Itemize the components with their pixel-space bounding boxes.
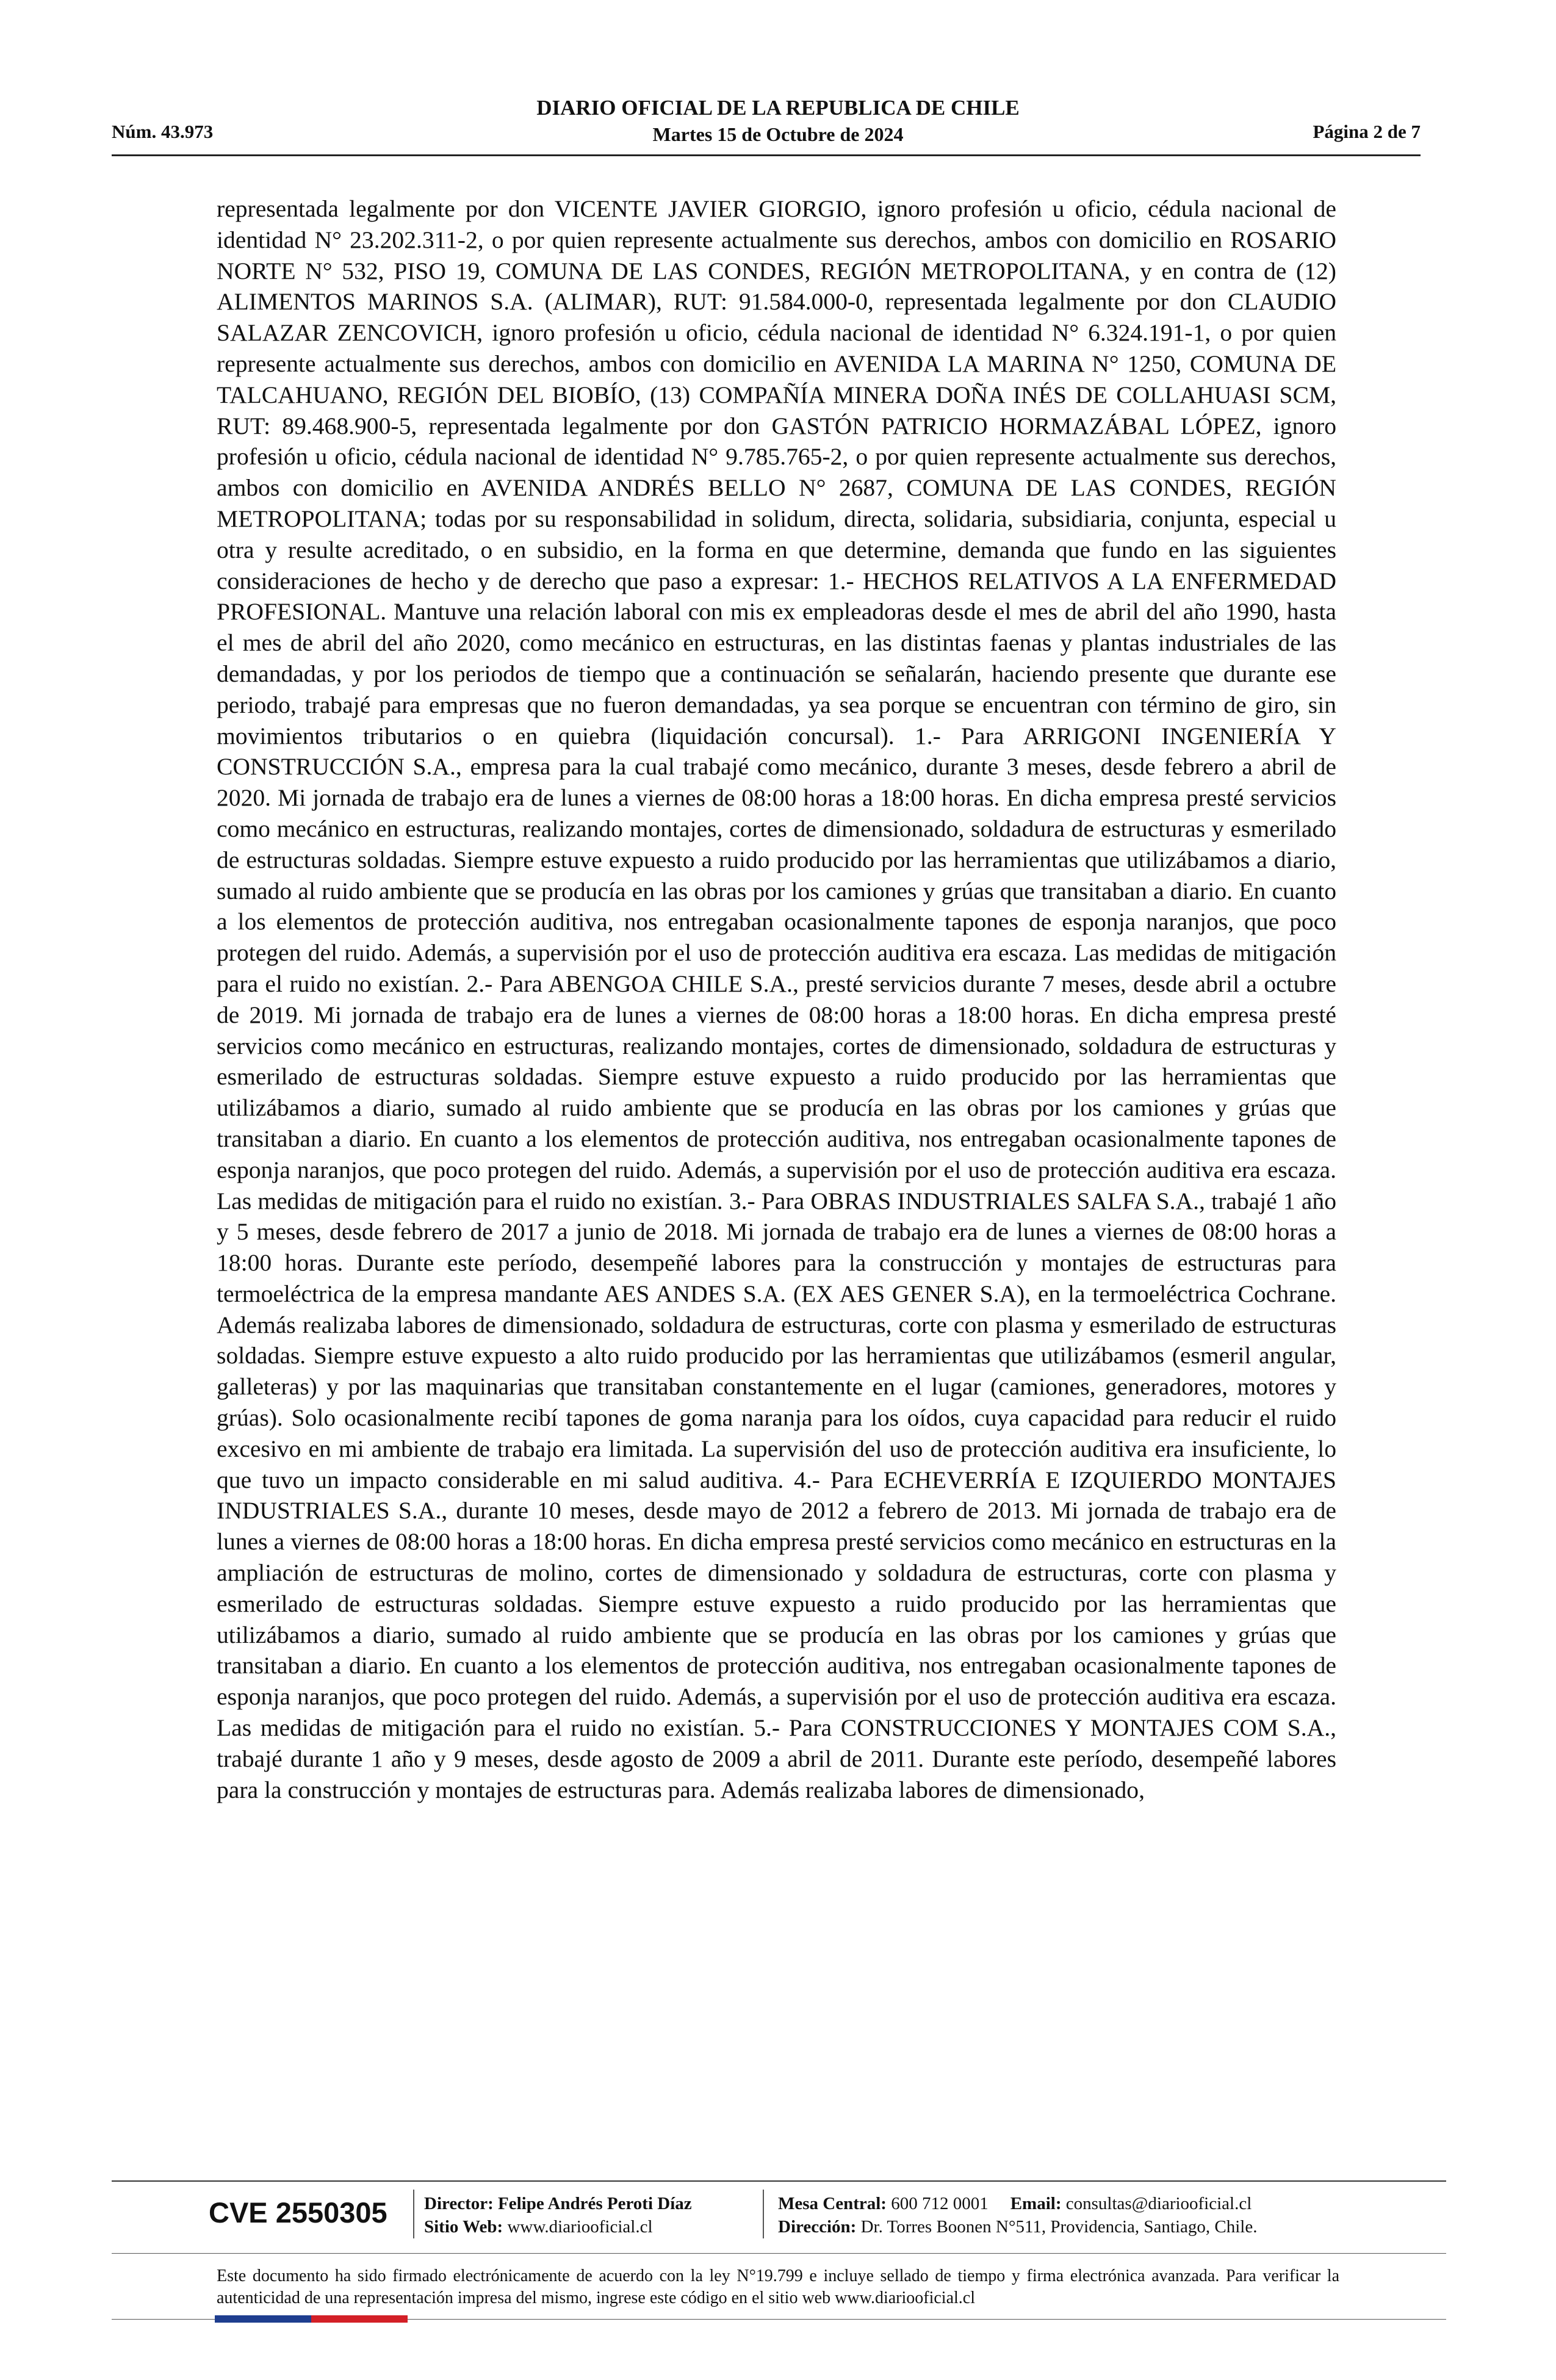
flag-blue-segment [215,2315,311,2323]
phone-label: Mesa Central: [778,2194,887,2213]
flag-red-segment [311,2315,408,2323]
masthead [366,95,1190,147]
footer-director-block [424,2192,692,2238]
email-link[interactable]: consultas@diariooficial.cl [1065,2194,1252,2213]
footer-contact-block [778,2192,1257,2238]
newspaper-title: DIARIO OFICIAL DE LA REPUBLICA DE CHILE [536,96,1020,120]
website-label: Sitio Web: [424,2217,503,2237]
flag-stripe [215,2315,408,2323]
publication-date: Martes 15 de Octubre de 2024 [652,123,904,145]
body-text: representada legalmente por don VICENTE JAVIER GIORGIO, ignoro profesión u oficio, cédula nacional de identidad N° 23.202.311-2, o por quien represente actualmente sus derechos, ambos con domicilio en ROSARIO NORTE N° 532, PISO 19, COMUNA DE LAS CONDES, REGIÓN METROPOLITANA, y en contra de (12) ALIMENTOS MARINOS S.A. (ALIMAR), RUT: 91.584.000-0, representada legalmente por don CLAUDIO SALAZAR ZENCOVICH, ignoro profesión u oficio, cédula nacional de identidad N° 6.324.191-1, o por quien represente actualmente sus derechos, ambos con domicilio en AVENIDA LA MARINA N° 1250, COMUNA DE TALCAHUANO, REGIÓN DEL BIOBÍO, (13) COMPAÑÍA MINERA DOÑA INÉS DE COLLAHUASI SCM, RUT: 89.468.900-5, representada legalmente por don GASTÓN PATRICIO HORMAZÁBAL LÓPEZ, ignoro profesión u oficio, cédula nacional de identidad N° 9.785.765-2, o por quien represente actualmente sus derechos, ambos con domicilio en AVENIDA ANDRÉS BELLO N° 2687, COMUNA DE LAS CONDES, REGIÓN METROPOLITANA; todas por su responsabilidad in solidum, directa, solidaria, subsidiaria, conjunta, especial u otra y resulte acreditado, o en subsidio, en la forma en que determine, demanda que fundo en las siguientes consideraciones de hecho y de derecho que paso a expresar: 1.- HECHOS RELATIVOS A LA ENFERMEDAD PROFESIONAL. Mantuve una relación laboral con mis ex empleadoras desde el mes de abril del año 1990, hasta el mes de abril del año 2020, como mecánico en estructuras, en las distintas faenas y plantas industriales de las demandadas, y por los periodos de tiempo que a continuación se señalarán, haciendo presente que durante ese periodo, trabajé para empresas que no fueron demandadas, ya sea porque se encuentran con término de giro, sin movimientos tributarios o en quiebra (liquidación concursal). 1.- Para ARRIGONI INGENIERÍA Y CONSTRUCCIÓN S.A., empresa para la cual trabajé como mecánico, durante 3 meses, desde febrero a abril de 2020. Mi jornada de trabajo era de lunes a viernes de 08:00 horas a 18:00 horas. En dicha empresa presté servicios como mecánico en estructuras, realizando montajes, cortes de dimensionado, soldadura de estructuras y esmerilado de estructuras soldadas. Siempre estuve expuesto a ruido producido por las herramientas que utilizábamos a diario, sumado al ruido ambiente que se producía en las obras por los camiones y grúas que transitaban a diario. En cuanto a los elementos de protección auditiva, nos entregaban ocasionalmente tapones de esponja naranjos, que poco protegen del ruido. Además, a supervisión por el uso de protección auditiva era escaza. Las medidas de mitigación para el ruido no existían. 2.- Para ABENGOA CHILE S.A., presté servicios durante 7 meses, desde abril a octubre de 2019. Mi jornada de trabajo era de lunes a viernes de 08:00 horas a 18:00 horas. En dicha empresa presté servicios como mecánico en estructuras, realizando montajes, cortes de dimensionado, soldadura de estructuras y esmerilado de estructuras soldadas. Siempre estuve expuesto a ruido producido por las herramientas que utilizábamos a diario, sumado al ruido ambiente que se producía en las obras por los camiones y grúas que transitaban a diario. En cuanto a los elementos de protección auditiva, nos entregaban ocasionalmente tapones de esponja naranjos, que poco protegen del ruido. Además, a supervisión por el uso de protección auditiva era escaza. Las medidas de mitigación para el ruido no existían. 3.- Para OBRAS INDUSTRIALES SALFA S.A., trabajé 1 año y 5 meses, desde febrero de 2017 a junio de 2018. Mi jornada de trabajo era de lunes a viernes de 08:00 horas a 18:00 horas. Durante este período, desempeñé labores para la construcción y montajes de estructuras para termoeléctrica de la empresa mandante AES ANDES S.A. (EX AES GENER S.A), en la termoeléctrica Cochrane. Además realizaba labores de dimensionado, soldadura de estructuras, corte con plasma y esmerilado de estructuras soldadas. Siempre estuve expuesto a alto ruido producido por las herramientas que utilizábamos (esmeril angular, galleteras) y por las maquinarias que transitaban constantemente en el lugar (camiones, generadores, motores y grúas). Solo ocasionalmente recibí tapones de goma naranja para los oídos, cuya capacidad para reducir el ruido excesivo en mi ambiente de trabajo era limitada. La supervisión del uso de protección auditiva era insuficiente, lo que tuvo un impacto considerable en mi salud auditiva. 4.- Para ECHEVERRÍA E IZQUIERDO MONTAJES INDUSTRIALES S.A., durante 10 meses, desde mayo de 2012 a febrero de 2013. Mi jornada de trabajo era de lunes a viernes de 08:00 horas a 18:00 horas. En dicha empresa presté servicios como mecánico en estructuras en la ampliación de estructuras de molino, cortes de dimensionado y soldadura de estructuras, corte con plasma y esmerilado de estructuras soldadas. Siempre estuve expuesto a ruido producido por las herramientas que utilizábamos a diario, sumado al ruido ambiente que se producía en las obras por los camiones y grúas que transitaban a diario. En cuanto a los elementos de protección auditiva, nos entregaban ocasionalmente tapones de esponja naranjos, que poco protegen del ruido. Además, a supervisión por el uso de protección auditiva era escaza. Las medidas de mitigación para el ruido no existían. 5.- Para CONSTRUCCIONES Y MONTAJES COM S.A., trabajé durante 1 año y 9 meses, desde agosto de 2009 a abril de 2011. Durante este período, desempeñé labores para la construcción y montajes de estructuras para. Además realizaba labores de dimensionado, [217,195,1336,1803]
director-label: Director: [424,2194,494,2213]
cve-code: CVE 2550305 [209,2196,387,2229]
director-name: Felipe Andrés Peroti Díaz [498,2194,692,2213]
page-number: Página 2 de 7 [1313,121,1421,142]
website-link[interactable]: www.diariooficial.cl [507,2217,653,2237]
address-value: Dr. Torres Boonen N°511, Providencia, Santiago, Chile. [860,2217,1258,2237]
address-label: Dirección: [778,2217,857,2237]
footer-divider-middle [112,2253,1446,2254]
phone-value: 600 712 0001 [891,2194,989,2213]
footer-separator [763,2190,764,2238]
legal-notice: Este documento ha sido firmado electrónicamente de acuerdo con la ley N°19.799 e incluye sellado de tiempo y firma electrónica avanzada. Para verificar la autenticidad de una representación impresa del mismo, ingrese este código en el sitio web www.diariooficial.cl [217,2266,1339,2307]
issue-number: Núm. 43.973 [112,121,214,142]
email-label: Email: [1010,2194,1062,2213]
header-divider [112,154,1421,156]
footer-divider-top [112,2180,1446,2182]
footer-separator [413,2190,414,2238]
